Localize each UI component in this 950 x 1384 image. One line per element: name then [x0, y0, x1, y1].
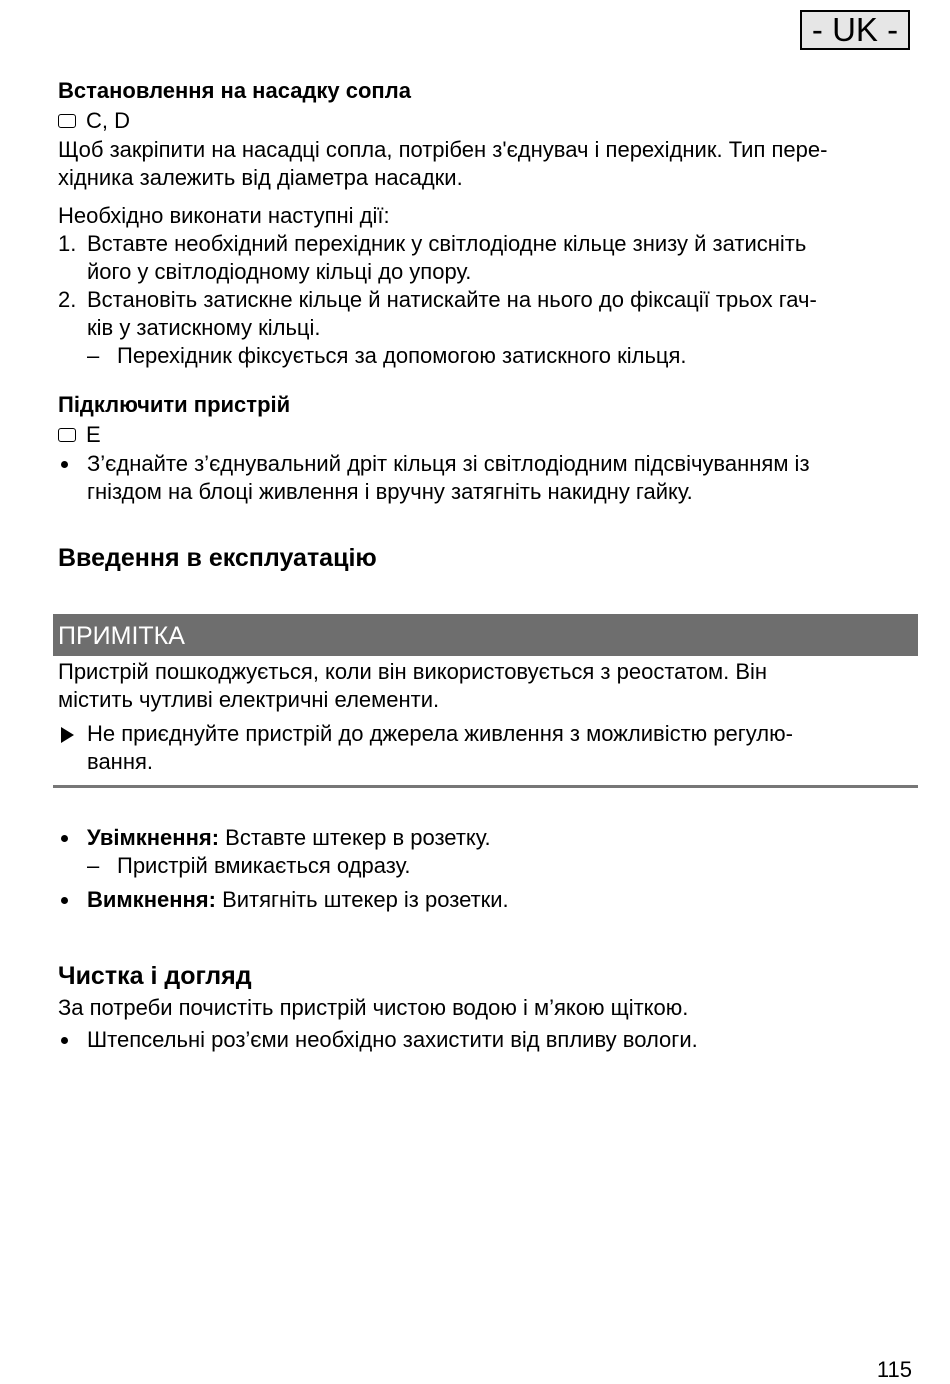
notice-action-line1: Не приєднуйте пристрій до джерела живлення з можливістю регулю- [87, 721, 793, 746]
commissioning-heading: Введення в експлуатацію [58, 544, 377, 572]
connect-bullet [58, 450, 918, 506]
switch-off-label: Вимкнення: [87, 887, 216, 912]
switch-on-result [58, 852, 918, 880]
step-text-line1: Вставте необхідний перехідник у світлодіодне кільце знизу й затисніть [87, 231, 807, 256]
switch-off-item [58, 886, 918, 914]
language-badge: - UK - [800, 10, 910, 50]
install-intro-line2: хідника залежить від діаметра насадки. [58, 165, 463, 190]
connect-bullet-line1: З’єднайте з’єднувальний дріт кільця зі світлодіодним підсвічуванням із [87, 451, 810, 476]
step-number: 2. [58, 287, 77, 312]
figure-icon [58, 114, 76, 128]
switch-on-text: Вставте штекер в розетку. [219, 825, 491, 850]
triangle-arrow-icon [61, 727, 74, 743]
notice-text-line1: Пристрій пошкоджується, коли він використовується з реостатом. Він [58, 659, 768, 684]
care-section [58, 960, 918, 1054]
figure-reference-text: E [86, 422, 101, 447]
care-text: За потреби почистіть пристрій чистою водою і м’якою щіткою. [58, 995, 689, 1020]
figure-reference-text: C, D [86, 108, 130, 133]
result-dash: – [87, 853, 100, 878]
install-intro-line1: Щоб закріпити на насадці сопла, потрібен з'єднувач і перехідник. Тип пере- [58, 137, 828, 162]
notice-action [58, 720, 918, 776]
switch-on-label: Увімкнення: [87, 825, 220, 850]
steps-list [58, 230, 918, 342]
install-heading: Встановлення на насадку сопла [58, 78, 411, 103]
figure-icon [58, 428, 76, 442]
step-text-line2: його у світлодіодному кільці до упору. [87, 259, 472, 284]
steps-intro: Необхідно виконати наступні дії: [58, 203, 390, 228]
step-text-line2: ків у затискному кільці. [87, 315, 321, 340]
switch-on-item [58, 824, 918, 852]
page-number: 115 [876, 1357, 912, 1382]
switch-off-text: Витягніть штекер із розетки. [215, 887, 509, 912]
bullet-icon [61, 835, 68, 842]
connect-bullet-line2: гніздом на блоці живлення і вручну затягніть накидну гайку. [87, 479, 693, 504]
result-text: Перехідник фіксується за допомогою затискного кільця. [117, 343, 687, 368]
notice-action-line2: вання. [87, 749, 153, 774]
notice-divider [53, 785, 918, 788]
step-item [58, 286, 918, 342]
notice-body [58, 658, 918, 776]
bullet-icon [61, 461, 68, 468]
bullet-icon [61, 897, 68, 904]
switch-on-result-text: Пристрій вмикається одразу. [117, 853, 411, 878]
step-number: 1. [58, 231, 77, 256]
care-heading: Чистка і догляд [58, 962, 252, 990]
care-bullet-text: Штепсельні роз’єми необхідно захистити від впливу вологи. [87, 1027, 698, 1052]
care-bullet [58, 1026, 918, 1054]
installation-section [58, 76, 918, 574]
connect-heading: Підключити пристрій [58, 392, 291, 417]
step-text-line1: Встановіть затискне кільце й натискайте на нього до фіксації трьох гач- [87, 287, 817, 312]
result-dash: – [87, 343, 100, 368]
figure-reference [58, 106, 918, 136]
bullet-icon [61, 1037, 68, 1044]
step-result [58, 342, 918, 370]
notice-text-line2: містить чутливі електричні елементи. [58, 687, 440, 712]
notice-label: ПРИМІТКА [53, 614, 918, 656]
step-item [58, 230, 918, 286]
figure-reference [58, 420, 918, 450]
operation-list [58, 824, 918, 914]
